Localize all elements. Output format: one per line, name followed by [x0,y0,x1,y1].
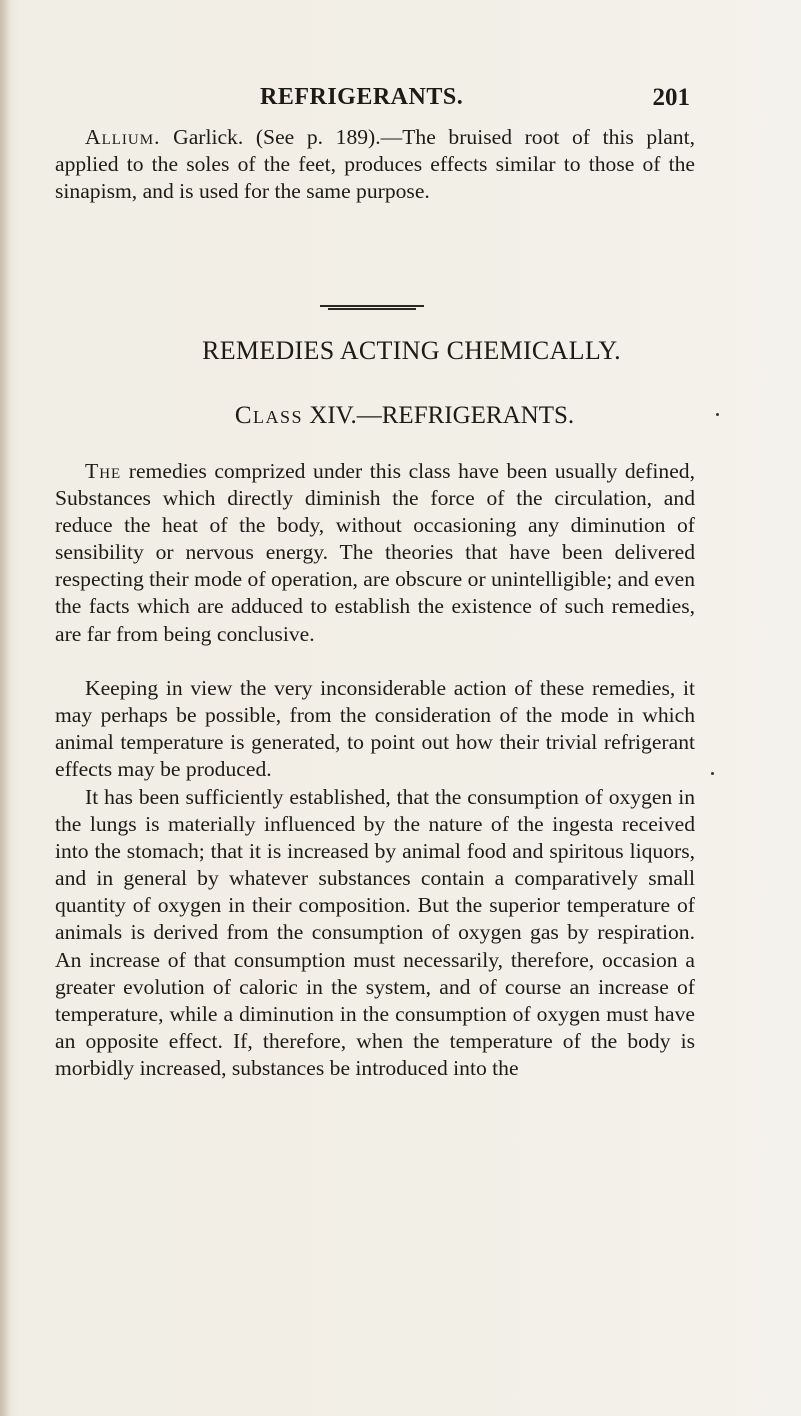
class-heading [0,402,801,430]
page-header [70,84,690,116]
class-heading-rest: XIV.—REFRIGERANTS. [303,402,575,429]
page-binding-shadow [0,0,10,1416]
print-speck [711,772,714,775]
paragraph-definition-text: remedies comprized under this class have been usually defined, Substances which directly diminish the force of the circulation, and reduce the heat of the body, without occasioning any diminution of sensibility or nervous energy. The theories that have been delivered respecting their mode of operation, are obscure or unintelligible; and even the facts which are adduced to establish the existence of such remedies, are far from being conclusive. [55,459,695,646]
paragraph-inconsiderable-action: Keeping in view the very inconsiderable action of these remedies, it may perhaps be possible, from the consideration of the mode in which animal temperature is generated, to point out how their trivial refrigerant effects may be produced. [55,676,695,782]
section-divider [320,305,424,311]
allium-lead: Allium. [85,125,161,149]
section-heading: REMEDIES ACTING CHEMICALLY. [202,336,621,365]
allium-text: Garlick. (See p. 189).—The bruised root of this plant, applied to the soles of the feet, produces effects similar to those of the sinapism, and is used for the same purpose. [55,125,695,204]
print-speck [716,413,719,416]
paragraph-definition-lead: The [85,459,122,483]
paragraph-oxygen-consumption: It has been sufficiently established, that the consumption of oxygen in the lungs is materially influenced by the nature of the ingesta received into the stomach; that it is increased by animal food and spiritous liquors, and in general by whatever substances contain a comparatively small quantity of oxygen in their composition. But the superior temperature of animals is derived from the consumption of oxygen gas by respiration. An increase of that consumption must necessarily, therefore, occasion a greater evolution of caloric in the system, and of course an increase of temperature, while a diminution in the consumption of oxygen must have an opposite effect. If, therefore, when the temperature of the body is morbidly increased, substances be introduced into the [55,785,695,1080]
running-head: REFRIGERANTS. [260,84,464,110]
class-heading-lead: Class [234,402,304,429]
page-number: 201 [652,84,690,111]
paragraph-definition [55,458,695,648]
allium-paragraph [55,124,695,205]
